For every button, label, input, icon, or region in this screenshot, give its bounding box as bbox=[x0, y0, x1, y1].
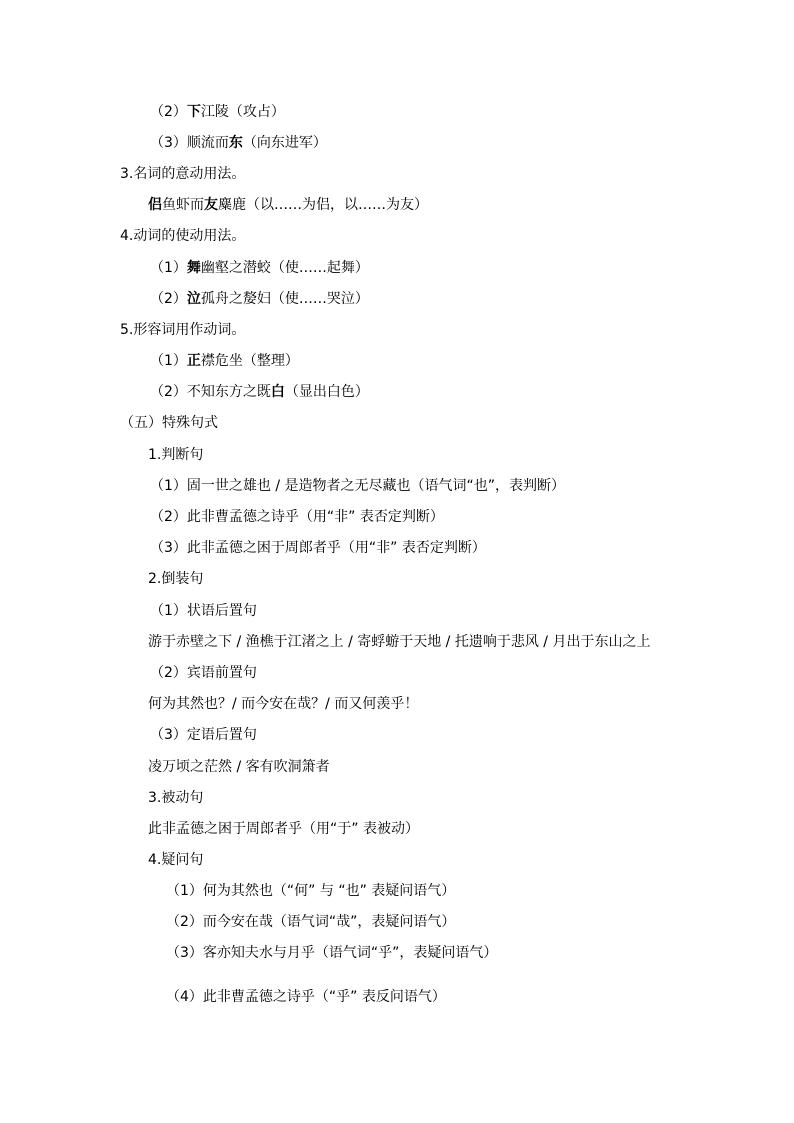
text-line: （2）泣孤舟之嫠妇（使……哭泣） bbox=[150, 291, 369, 307]
text-line: （2）而今安在哉（语气词“哉”，表疑问语气） bbox=[166, 914, 456, 930]
text-line: （3）定语后置句 bbox=[150, 727, 257, 743]
subsection-heading: 1.判断句 bbox=[148, 447, 204, 463]
text-line: （2）不知东方之既白（显出白色） bbox=[150, 384, 369, 400]
text-line: （3）此非孟德之困于周郎者乎（用“非” 表否定判断） bbox=[150, 540, 486, 556]
text-line: （3）客亦知夫水与月乎（语气词“乎”，表疑问语气） bbox=[166, 945, 498, 961]
text-line: 此非孟德之困于周郎者乎（用“于” 表被动） bbox=[148, 821, 419, 837]
section-heading: 3.名词的意动用法。 bbox=[120, 166, 246, 182]
subsection-heading: 4.疑问句 bbox=[148, 852, 204, 868]
text-line: （2）此非曹孟德之诗乎（用“非” 表否定判断） bbox=[150, 509, 444, 525]
text-line: 侣鱼虾而友麋鹿（以……为侣，以……为友） bbox=[148, 197, 428, 213]
text-line: （3）顺流而东（向东进军） bbox=[150, 135, 327, 151]
text-line: （1）正襟危坐（整理） bbox=[150, 353, 299, 369]
section-heading: （五）特殊句式 bbox=[120, 415, 218, 431]
text-line: （2）下江陵（攻占） bbox=[150, 104, 285, 120]
text-line: （1）状语后置句 bbox=[150, 603, 257, 619]
text-line: 何为其然也？/ 而今安在哉？/ 而又何羡乎！ bbox=[148, 696, 419, 712]
section-heading: 4.动词的使动用法。 bbox=[120, 228, 246, 244]
text-line: （1）舞幽壑之潜蛟（使……起舞） bbox=[150, 260, 369, 276]
text-line: 游于赤壁之下 / 渔樵于江渚之上 / 寄蜉蝣于天地 / 托遗响于悲风 / 月出于东山之上 bbox=[148, 634, 651, 650]
text-line: （2）宾语前置句 bbox=[150, 665, 257, 681]
text-line: （4）此非曹孟德之诗乎（“乎” 表反问语气） bbox=[166, 989, 446, 1005]
section-heading: 5.形容词用作动词。 bbox=[120, 322, 246, 338]
subsection-heading: 2.倒装句 bbox=[148, 571, 204, 587]
text-line: （1）固一世之雄也 / 是造物者之无尽藏也（语气词“也”，表判断） bbox=[150, 478, 566, 494]
subsection-heading: 3.被动句 bbox=[148, 790, 204, 806]
text-line: 凌万顷之茫然 / 客有吹洞箫者 bbox=[148, 759, 330, 775]
text-line: （1）何为其然也（“何” 与 “也” 表疑问语气） bbox=[166, 883, 456, 899]
